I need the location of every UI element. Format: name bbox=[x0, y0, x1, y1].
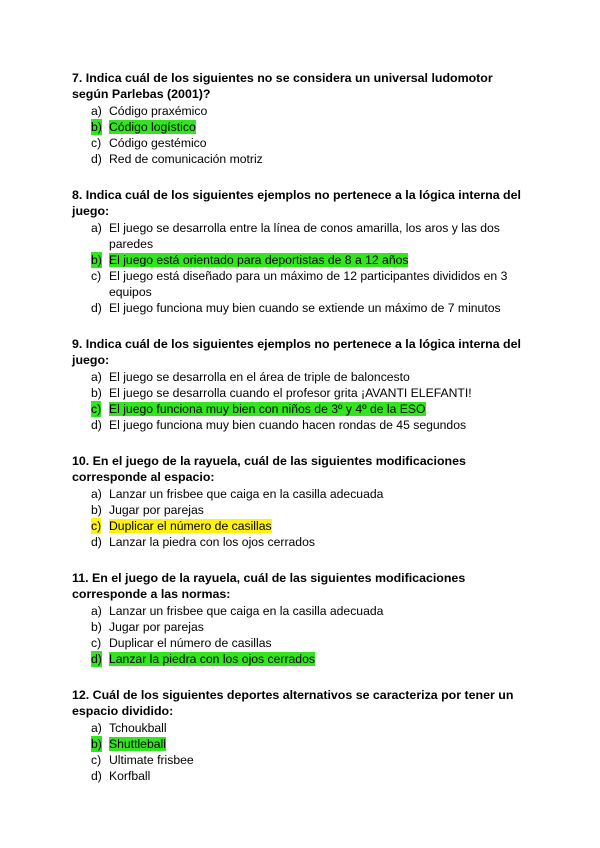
option-text: Lanzar la piedra con los ojos cerrados bbox=[109, 652, 315, 666]
option-letter: c) bbox=[91, 402, 102, 416]
option-d bbox=[72, 417, 532, 433]
option-text: Duplicar el número de casillas bbox=[109, 636, 272, 650]
question-title: 12. Cuál de los siguientes deportes alternativos se caracteriza por tener un espacio dividido: bbox=[72, 688, 514, 718]
option-letter: a) bbox=[91, 721, 102, 735]
option-text: Lanzar un frisbee que caiga en la casilla adecuada bbox=[109, 487, 384, 501]
option-letter: a) bbox=[91, 221, 102, 235]
question-title: 11. En el juego de la rayuela, cuál de las siguientes modificaciones corresponde a las normas: bbox=[72, 571, 466, 601]
option-list bbox=[72, 486, 532, 550]
option-letter: c) bbox=[91, 519, 102, 533]
option-text: Código logístico bbox=[109, 120, 196, 134]
option-text: Duplicar el número de casillas bbox=[109, 519, 272, 533]
option-letter: a) bbox=[91, 370, 102, 384]
option-c bbox=[72, 401, 532, 417]
option-b bbox=[72, 619, 532, 635]
option-letter: c) bbox=[91, 636, 102, 650]
option-letter: d) bbox=[91, 535, 102, 549]
option-b bbox=[72, 736, 532, 752]
option-list bbox=[72, 603, 532, 667]
option-letter: d) bbox=[91, 769, 102, 783]
question-12 bbox=[72, 687, 532, 784]
option-letter: c) bbox=[91, 753, 102, 767]
option-text: Tchoukball bbox=[109, 721, 167, 735]
option-letter: b) bbox=[91, 386, 102, 400]
option-text: Lanzar la piedra con los ojos cerrados bbox=[109, 535, 315, 549]
question-7 bbox=[72, 70, 532, 167]
question-title: 8. Indica cuál de los siguientes ejemplos no pertenece a la lógica interna del juego: bbox=[72, 188, 521, 218]
option-text: El juego se desarrolla entre la línea de conos amarilla, los aros y las dos paredes bbox=[109, 221, 500, 251]
option-text: Shuttleball bbox=[109, 737, 166, 751]
option-letter: c) bbox=[91, 136, 102, 150]
option-text: El juego funciona muy bien cuando hacen rondas de 45 segundos bbox=[109, 418, 467, 432]
option-c bbox=[72, 268, 532, 300]
option-a bbox=[72, 720, 532, 736]
option-b bbox=[72, 119, 532, 135]
option-c bbox=[72, 635, 532, 651]
option-text: Red de comunicación motriz bbox=[109, 152, 263, 166]
option-c bbox=[72, 135, 532, 151]
option-text: Ultimate frisbee bbox=[109, 753, 194, 767]
question-8 bbox=[72, 187, 532, 316]
option-c bbox=[72, 752, 532, 768]
option-letter: a) bbox=[91, 604, 102, 618]
option-letter: d) bbox=[91, 652, 102, 666]
option-b bbox=[72, 252, 532, 268]
question-10 bbox=[72, 453, 532, 550]
option-list bbox=[72, 220, 532, 316]
option-d bbox=[72, 651, 532, 667]
option-text: Jugar por parejas bbox=[109, 503, 204, 517]
option-b bbox=[72, 385, 532, 401]
document-page bbox=[72, 70, 532, 804]
option-a bbox=[72, 486, 532, 502]
option-letter: a) bbox=[91, 104, 102, 118]
option-letter: b) bbox=[91, 503, 102, 517]
question-title: 7. Indica cuál de los siguientes no se considera un universal ludomotor según Parlebas (2001)? bbox=[72, 71, 493, 101]
option-letter: d) bbox=[91, 418, 102, 432]
option-a bbox=[72, 369, 532, 385]
option-letter: d) bbox=[91, 152, 102, 166]
option-text: El juego se desarrolla en el área de triple de baloncesto bbox=[109, 370, 410, 384]
option-text: Lanzar un frisbee que caiga en la casilla adecuada bbox=[109, 604, 384, 618]
option-d bbox=[72, 768, 532, 784]
option-c bbox=[72, 518, 532, 534]
option-text: El juego funciona muy bien con niños de 3º y 4º de la ESO bbox=[109, 402, 426, 416]
option-text: El juego está orientado para deportistas de 8 a 12 años bbox=[109, 253, 409, 267]
question-9 bbox=[72, 336, 532, 433]
question-title: 9. Indica cuál de los siguientes ejemplos no pertenece a la lógica interna del juego: bbox=[72, 337, 521, 367]
option-text: El juego está diseñado para un máximo de 12 participantes divididos en 3 equipos bbox=[109, 269, 508, 299]
option-text: El juego se desarrolla cuando el profesor grita ¡AVANTI ELEFANTI! bbox=[109, 386, 472, 400]
option-letter: b) bbox=[91, 620, 102, 634]
option-b bbox=[72, 502, 532, 518]
option-letter: a) bbox=[91, 487, 102, 501]
option-letter: c) bbox=[91, 269, 102, 283]
option-d bbox=[72, 300, 532, 316]
option-letter: d) bbox=[91, 301, 102, 315]
option-list bbox=[72, 369, 532, 433]
option-letter: b) bbox=[91, 737, 102, 751]
option-text: Código gestémico bbox=[109, 136, 207, 150]
option-d bbox=[72, 534, 532, 550]
question-11 bbox=[72, 570, 532, 667]
option-list bbox=[72, 720, 532, 784]
option-text: El juego funciona muy bien cuando se extiende un máximo de 7 minutos bbox=[109, 301, 501, 315]
option-a bbox=[72, 603, 532, 619]
option-a bbox=[72, 103, 532, 119]
option-text: Korfball bbox=[109, 769, 151, 783]
option-letter: b) bbox=[91, 253, 102, 267]
option-a bbox=[72, 220, 532, 252]
option-letter: b) bbox=[91, 120, 102, 134]
option-text: Jugar por parejas bbox=[109, 620, 204, 634]
option-text: Código praxémico bbox=[109, 104, 208, 118]
option-d bbox=[72, 151, 532, 167]
option-list bbox=[72, 103, 532, 167]
question-title: 10. En el juego de la rayuela, cuál de las siguientes modificaciones corresponde al espacio: bbox=[72, 454, 466, 484]
